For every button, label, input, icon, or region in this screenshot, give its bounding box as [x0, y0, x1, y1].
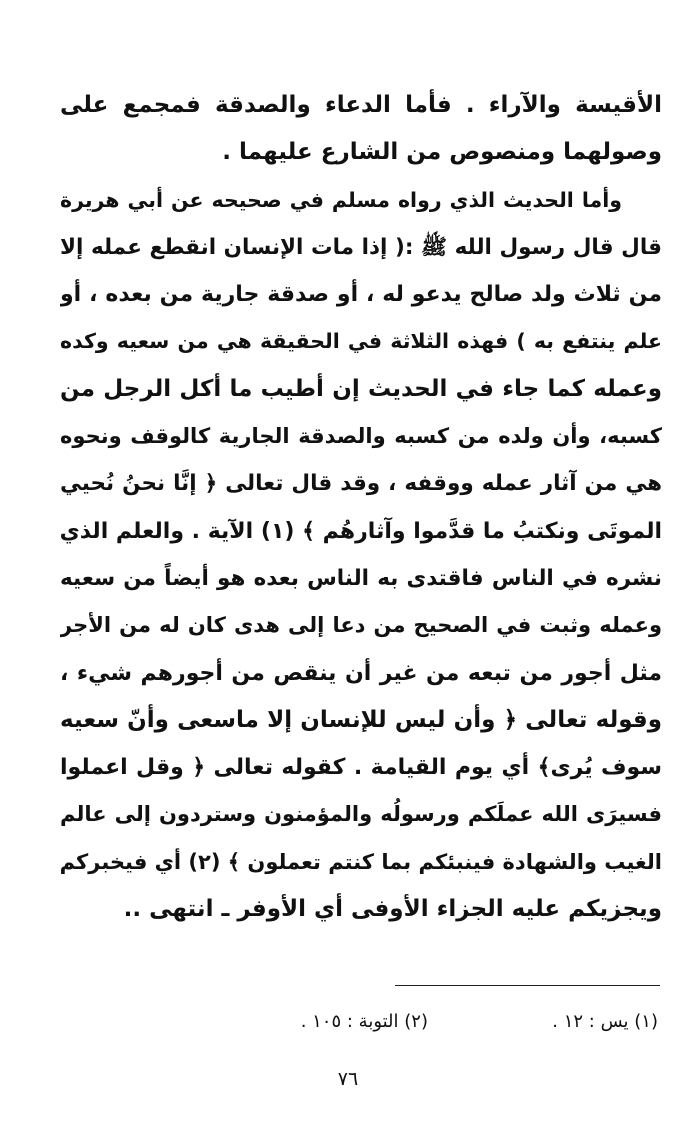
text-line: كسبه، وأن ولده من كسبه والصدقة الجارية كالوقف ونحوه: [60, 424, 662, 449]
text-line: نشره في الناس فاقتدى به الناس بعده هو أيضاً من سعيه: [60, 565, 662, 591]
text-line: وأما الحديث الذي رواه مسلم في صحيحه عن أبي هريرة: [60, 187, 622, 212]
text-line: قال قال رسول الله ﷺ :( إذا مات الإنسان انقطع عمله إلا: [60, 234, 662, 260]
text-line: وصولهما ومنصوص من الشارع عليهما .: [222, 139, 662, 166]
text-line: وقوله تعالى ﴿ وأن ليس للإنسان إلا ماسعى وأنّ سعيه: [60, 706, 662, 733]
footnote-divider: [395, 985, 660, 986]
text-line: الموتَى ونكتبُ ما قدَّموا وآثارهُم ﴾ (١) الآية . والعلم الذي: [60, 518, 662, 544]
text-line: هي من آثار عمله ووقفه ، وقد قال تعالى ﴿ إنَّا نحنُ نُحيي: [60, 471, 662, 497]
text-line: وعمله كما جاء في الحديث إن أطيب ما أكل الرجل من: [60, 375, 662, 402]
text-line: وعمله وثبت في الصحيح من دعا إلى هدى كان له من الأجر: [60, 613, 662, 638]
footnote-1: (١) يس : ١٢ .: [552, 1011, 658, 1032]
text-line: الغيب والشهادة فينبئكم بما كنتم تعملون ﴾ (٢) أي فيخبركم: [60, 849, 662, 874]
text-line: علم ينتفع به ) فهذه الثلاثة في الحقيقة هي من سعيه وكده: [60, 329, 662, 354]
text-line: الأقيسة والآراء . فأما الدعاء والصدقة فمجمع على: [60, 92, 662, 118]
text-line: فسيرَى الله عملَكم ورسولُه والمؤمنون وستردون إلى عالم: [60, 802, 662, 827]
main-text: [60, 82, 662, 933]
text-line: من ثلاث ولد صالح يدعو له ، أو صدقة جارية من بعده ، أو: [60, 282, 662, 308]
page-number: ٧٦: [337, 1068, 359, 1090]
text-line: ويجزيكم عليه الجزاء الأوفى أي الأوفر ـ انتهى ..: [123, 896, 662, 923]
text-line: مثل أجور من تبعه من غير أن ينقص من أجورهم شيء ،: [60, 660, 662, 686]
text-line: سوف يُرى﴾ أي يوم القيامة . كقوله تعالى ﴿ وقل اعملوا: [60, 755, 662, 781]
footnote-2: (٢) التوبة : ١٠٥ .: [300, 1011, 428, 1032]
